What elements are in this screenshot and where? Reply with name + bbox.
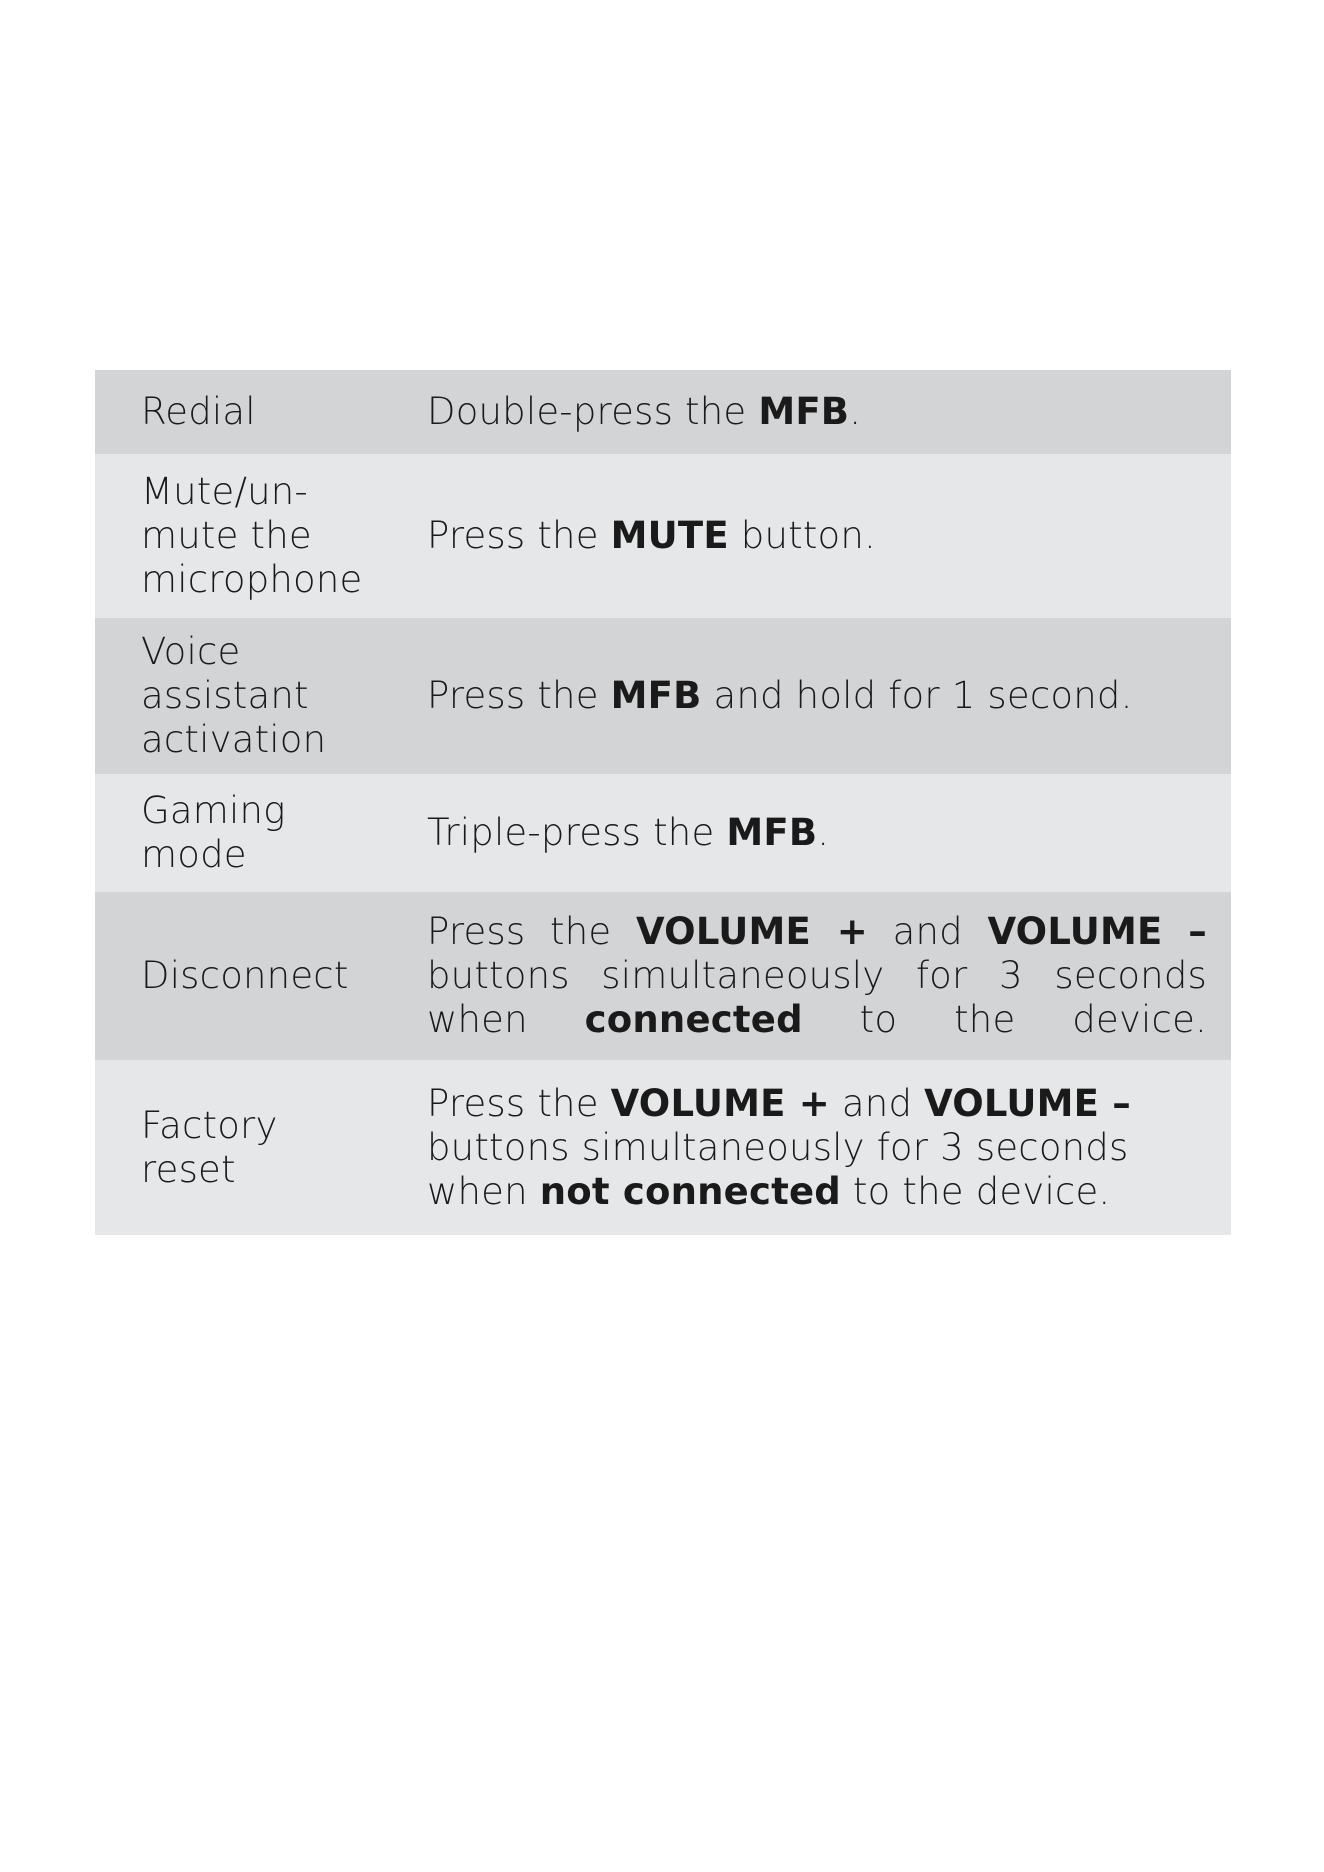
instruction-text: to the device. [802,998,1207,1041]
instruction-text: to the device. [840,1169,1111,1213]
instruction-cell [427,910,1207,1042]
instruction-text: buttons simultaneously for 3 seconds when [427,1125,1129,1213]
instruction-cell [427,674,1207,718]
action-cell: Factory reset [141,1103,278,1191]
controls-table [95,370,1231,1235]
button-name: VOLUME – [987,910,1207,953]
instruction-text: Double-press the [427,390,759,433]
table-row-mute [95,454,1231,618]
action-cell: Redial [141,390,256,433]
table-row-factory-reset [95,1060,1231,1235]
action-cell: Voice assistant activation [141,630,327,761]
button-name: MUTE [610,514,729,557]
instruction-text: and hold for 1 second. [701,674,1133,717]
instruction-text: button. [728,514,876,557]
button-name: VOLUME – [924,1081,1131,1125]
instruction-text: and [867,910,988,953]
instruction-cell [427,811,1207,855]
instruction-text: Press the [427,910,636,953]
instruction-text: Press the [427,1081,611,1125]
instruction-text: Triple-press the [427,811,727,854]
instruction-text: . [817,811,830,854]
state-keyword: not connected [539,1169,841,1213]
button-name: MFB [758,390,850,433]
instruction-cell [427,514,1207,558]
button-name: VOLUME + [610,1081,830,1125]
table-row-voice-assistant [95,618,1231,774]
table-row-redial [95,370,1231,454]
button-name: MFB [610,674,702,717]
instruction-text: and [829,1081,925,1125]
action-cell: Gaming mode [141,789,286,876]
table-row-disconnect [95,892,1231,1060]
button-name: MFB [726,811,818,854]
instruction-text: Press the [427,514,611,557]
table-row-gaming-mode [95,774,1231,892]
button-name: VOLUME + [635,910,868,953]
instruction-text: Press the [427,674,611,717]
action-cell: Mute/un- mute the microphone [141,470,363,601]
action-cell: Disconnect [141,954,349,997]
instruction-text: buttons simultaneously for 3 seconds when [427,954,1207,1041]
instruction-text: . [849,390,862,433]
state-keyword: connected [584,998,803,1041]
instruction-cell [427,1082,1207,1214]
instruction-cell [427,390,1207,434]
